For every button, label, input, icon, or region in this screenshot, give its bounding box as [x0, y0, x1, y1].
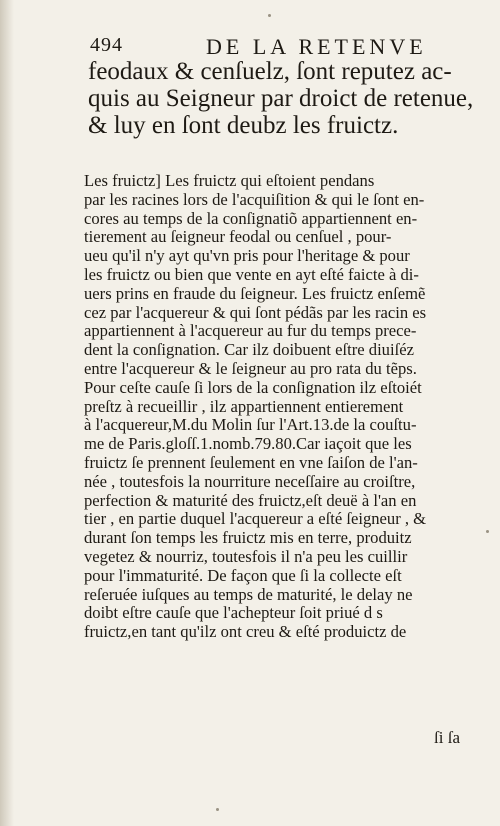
text-line: preſtz à recueillir , ilz appartiennent entierement — [84, 396, 404, 416]
text-line: ueu qu'il n'y ayt qu'vn pris pour l'heritage & pour — [84, 246, 410, 266]
text-line: tier , en partie duquel l'acquereur a eſté ſeigneur , & — [84, 509, 427, 529]
text-line: vegetez & nourriz, toutesfois il n'a peu les cuillir — [84, 546, 408, 566]
text-line: pour l'immaturité. De façon que ſi la collecte eſt — [84, 565, 402, 585]
text-line: entre l'acquereur & le ſeigneur au pro rata du tẽps. — [84, 358, 417, 378]
text-line: fruictz,en tant qu'ilz ont creu & eſté produictz de — [84, 622, 407, 642]
text-line: appartiennent à l'acquereur au fur du temps prece- — [84, 321, 417, 341]
text-line: à l'acquereur,M.du Molin ſur l'Art.13.de la couſtu- — [84, 415, 417, 435]
text-line: dent la conſignation. Car ilz doibuent eſtre diuiſéz — [84, 340, 414, 360]
text-line: née , toutesfois la nourriture neceſſaire au croiſtre, — [84, 471, 416, 491]
text-line: uers prins en fraude du ſeigneur. Les fruictz enſemẽ — [84, 283, 426, 303]
opening-paragraph — [88, 58, 474, 139]
text-line: perfection & maturité des fruictz,eſt deuë à l'an en — [84, 490, 417, 510]
text-line: cez par l'acquereur & qui ſont pédãs par les racin es — [84, 302, 427, 322]
text-line: durant ſon temps les fruictz mis en terre, produitz — [84, 528, 412, 548]
text-line: Pour ceſte cauſe ſi lors de la conſignation ilz eſtoiét — [84, 377, 422, 397]
text-line: doibt eſtre cauſe que l'achepteur ſoit priué d s — [84, 603, 383, 623]
paper-speck — [268, 14, 271, 17]
text-line: par les racines lors de l'acquiſition & qui le ſont en- — [84, 189, 425, 209]
text-line: me de Paris.gloſſ.1.nomb.79.80.Car iaçoit que les — [84, 434, 412, 454]
text-line: quis au Seigneur par droict de retenue, — [88, 85, 474, 112]
commentary-paragraph — [84, 172, 482, 642]
text-line: Les fruictz] Les fruictz qui eſtoient pendans — [84, 171, 375, 190]
text-line: tierement au ſeigneur feodal ou cenſuel , pour- — [84, 227, 392, 247]
running-head: DE LA RETENVE — [206, 34, 427, 59]
page-number: 494 — [90, 34, 123, 56]
text-line: les fruictz ou bien que vente en ayt eſté faicte à di- — [84, 264, 419, 284]
paper-speck — [216, 808, 219, 811]
paper-speck — [486, 530, 489, 533]
text-line: feodaux & cenſuelz, ſont reputez ac- — [88, 58, 452, 85]
text-line: cores au temps de la conſignatiõ appartiennent en- — [84, 208, 418, 228]
catchword: ſi ſa — [434, 728, 460, 747]
text-line: fruictz ſe prennent ſeulement en vne ſaiſon de l'an- — [84, 452, 418, 472]
text-line: reſeruée iuſques au temps de maturité, le delay ne — [84, 584, 413, 604]
page-edge-shadow — [0, 0, 14, 826]
text-line: & luy en ſont deubz les fruictz. — [88, 112, 399, 139]
